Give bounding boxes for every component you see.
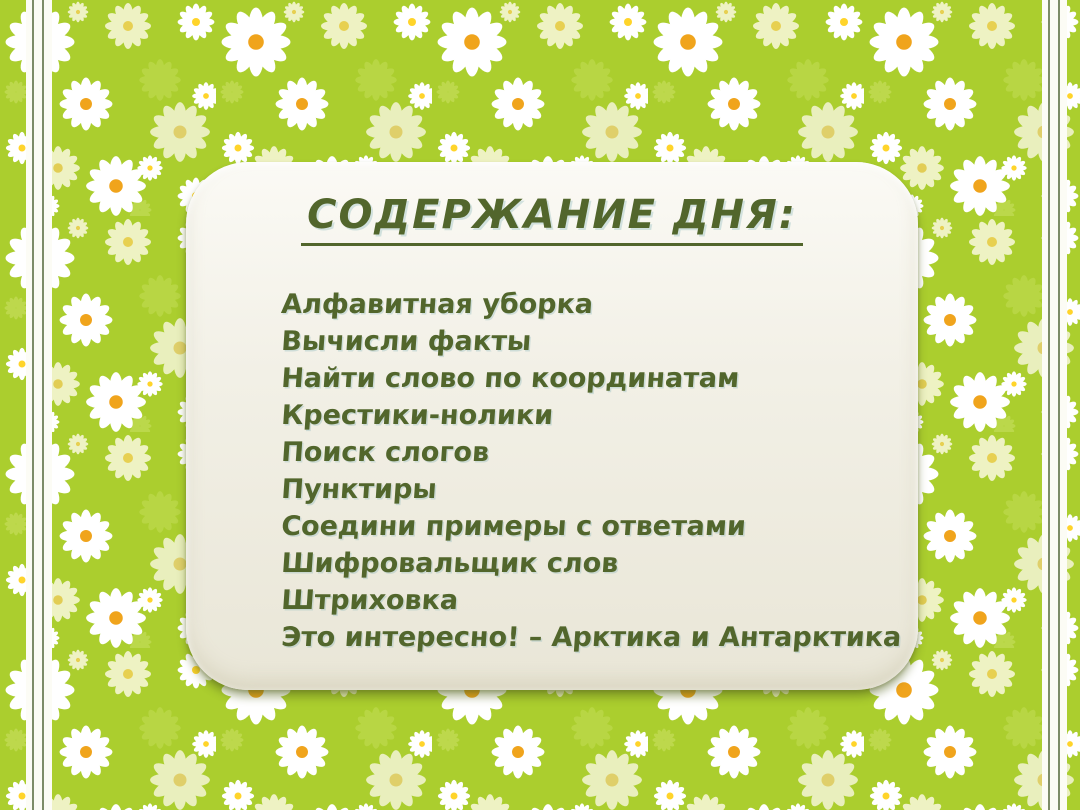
- agenda-item-3: Найти слово по координатам: [280, 363, 741, 394]
- right-stripe-line-1: [1048, 0, 1050, 810]
- left-stripe-line-2: [42, 0, 44, 810]
- right-stripe-line-2: [1058, 0, 1060, 810]
- agenda-item-8: Шифровальщик слов: [280, 548, 620, 579]
- slide-title: СОДЕРЖАНИЕ ДНЯ:: [301, 192, 803, 246]
- agenda-item-9: Штриховка: [280, 585, 460, 616]
- left-border-stripe: [26, 0, 52, 810]
- agenda-item-2: Вычисли факты: [280, 326, 533, 357]
- agenda-item-4: Крестики-нолики: [280, 400, 555, 431]
- agenda-list: [280, 286, 918, 656]
- agenda-item-5: Поиск слогов: [280, 437, 491, 468]
- right-border-stripe: [1042, 0, 1067, 810]
- agenda-item-10: Это интересно! – Арктика и Антарктика: [280, 622, 903, 653]
- content-card: [186, 162, 918, 690]
- agenda-item-7: Соедини примеры с ответами: [280, 511, 748, 542]
- agenda-item-6: Пунктиры: [280, 474, 438, 505]
- left-stripe-line-1: [32, 0, 34, 810]
- agenda-item-1: Алфавитная уборка: [280, 289, 595, 320]
